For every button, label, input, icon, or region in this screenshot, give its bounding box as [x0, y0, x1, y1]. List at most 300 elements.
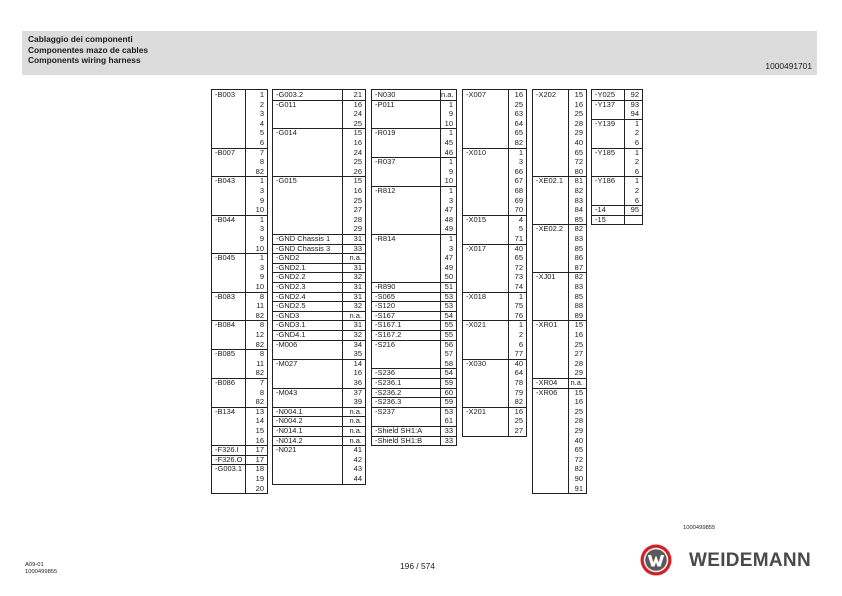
pin-number: 2: [634, 186, 639, 195]
table-row: [273, 474, 365, 484]
pin-number: 59: [444, 378, 453, 387]
pin-number: 83: [574, 195, 583, 205]
table-row: [273, 224, 365, 234]
pin-number: 41: [353, 445, 362, 455]
component-label: -F326.I: [215, 445, 239, 455]
component-label: -XE02.1: [536, 176, 564, 186]
component-label: -S236.3: [375, 397, 402, 407]
table-row: [533, 301, 586, 311]
pin-number: n.a.: [349, 310, 362, 320]
pin-number: 1: [634, 176, 639, 186]
pin-number: 1: [448, 186, 453, 195]
component-label: -G003.1: [215, 464, 243, 474]
pin-number: 82: [255, 166, 264, 176]
table-row: [372, 157, 456, 167]
component-label: -X017: [466, 243, 487, 253]
table-row: [372, 196, 456, 206]
pin-number: n.a.: [349, 406, 362, 416]
component-label: -B085: [215, 349, 236, 359]
pin-number: 4: [518, 214, 523, 224]
table-row: [372, 176, 456, 186]
pin-number: 60: [444, 387, 453, 397]
table-row: [273, 368, 365, 378]
pin-number: 82: [574, 224, 583, 234]
table-row: [372, 359, 456, 369]
table-row: [463, 186, 526, 196]
table-row: [273, 388, 365, 398]
pin-number: 25: [514, 99, 523, 109]
table-row: [463, 176, 526, 186]
pin-number: 3: [259, 186, 264, 195]
component-label: -S120: [375, 301, 396, 311]
table-row: [463, 349, 526, 359]
pin-number: 16: [353, 186, 362, 195]
table-row: [372, 397, 456, 407]
table-row: [533, 311, 586, 321]
component-label: -B007: [215, 147, 236, 157]
table-row: [533, 167, 586, 177]
table-row: [212, 205, 267, 215]
table-row: [212, 157, 267, 167]
table-row: [372, 90, 456, 100]
table-row: [372, 416, 456, 426]
table-row: [212, 416, 267, 426]
table-row: [533, 349, 586, 359]
table-row: [463, 301, 526, 311]
table-row: [533, 340, 586, 350]
table-row: [372, 119, 456, 129]
table-row: [273, 263, 365, 273]
pin-number: 33: [444, 426, 453, 435]
pin-number: 85: [574, 243, 583, 253]
pin-number: 6: [518, 339, 523, 349]
pin-number: 16: [255, 435, 264, 445]
pin-number: 1: [634, 118, 639, 128]
pin-number: 83: [574, 234, 583, 243]
pin-number: 10: [255, 243, 264, 253]
header-bar: [22, 31, 817, 75]
table-row: [372, 109, 456, 119]
table-row: [372, 436, 456, 446]
pin-number: 1: [518, 147, 523, 157]
table-row: [212, 349, 267, 359]
pin-number: 14: [353, 358, 362, 368]
table-row: [372, 244, 456, 254]
pin-number: 25: [574, 109, 583, 119]
pin-number: 3: [259, 224, 264, 234]
table-row: [533, 272, 586, 282]
pin-number: 31: [353, 234, 362, 243]
footer-code: A09-01: [25, 562, 44, 568]
component-label: -GND3.1: [276, 320, 306, 330]
pin-number: 75: [514, 301, 523, 311]
table-row: [463, 196, 526, 206]
pin-number: 31: [353, 320, 362, 330]
component-label: -XR06: [536, 387, 558, 397]
pin-number: 32: [353, 272, 362, 282]
pin-number: 3: [259, 109, 264, 119]
pin-number: 9: [259, 272, 264, 282]
pin-number: 33: [444, 435, 453, 445]
table-row: [592, 176, 642, 186]
pin-number: 3: [518, 157, 523, 167]
pin-number: 40: [514, 358, 523, 368]
pin-number: 86: [574, 253, 583, 263]
pin-number: 1: [448, 157, 453, 167]
table-row: [212, 244, 267, 254]
table-row: [212, 90, 267, 100]
pin-number: 39: [353, 397, 362, 407]
table-row: [212, 215, 267, 225]
pin-number: 76: [514, 310, 523, 320]
pin-number: 28: [353, 214, 362, 224]
pin-number: 16: [514, 406, 523, 416]
pin-number: 15: [353, 176, 362, 186]
table-column: [462, 89, 527, 437]
table-row: [533, 205, 586, 215]
table-row: [273, 301, 365, 311]
pin-number: 53: [444, 301, 453, 311]
component-label: -M043: [276, 387, 298, 397]
pin-number: 78: [514, 378, 523, 387]
table-row: [273, 244, 365, 254]
table-row: [533, 196, 586, 206]
pin-number: n.a.: [349, 435, 362, 445]
pin-number: 44: [353, 474, 362, 483]
component-label: -Shield SH1:A: [375, 426, 423, 435]
table-row: [372, 148, 456, 158]
component-label: -GND2: [276, 253, 300, 263]
pin-number: 11: [256, 301, 264, 311]
pin-number: 19: [255, 474, 264, 483]
component-label: -XR04: [536, 378, 558, 387]
pin-number: 25: [353, 118, 362, 128]
table-row: [372, 128, 456, 138]
table-row: [273, 378, 365, 388]
table-row: [463, 292, 526, 302]
brand-name: WEIDEMANN: [689, 550, 811, 571]
component-label: -X015: [466, 214, 487, 224]
pin-number: 88: [574, 301, 583, 311]
component-label: -R814: [375, 234, 396, 243]
component-label: -G003.2: [276, 90, 304, 99]
table-row: [372, 282, 456, 292]
component-label: -F326.O: [215, 454, 243, 464]
component-label: -XJ01: [536, 272, 556, 282]
table-row: [372, 388, 456, 398]
pin-number: 74: [514, 282, 523, 291]
table-row: [273, 416, 365, 426]
table-row: [372, 263, 456, 273]
table-row: [273, 397, 365, 407]
pin-number: 61: [444, 416, 453, 426]
pin-number: 1: [259, 90, 264, 99]
table-row: [533, 109, 586, 119]
component-label: -S236.1: [375, 378, 402, 387]
table-row: [273, 426, 365, 436]
table-row: [212, 100, 267, 110]
title-spanish: Componentes mazo de cables: [28, 44, 149, 55]
pin-number: 53: [444, 406, 453, 416]
table-row: [212, 176, 267, 186]
table-row: [273, 215, 365, 225]
component-label: -GND2.3: [276, 282, 306, 291]
table-row: [273, 128, 365, 138]
table-row: [273, 119, 365, 129]
component-label: -14: [595, 205, 606, 215]
component-label: -X030: [466, 358, 487, 368]
pin-number: 82: [574, 464, 583, 474]
table-row: [533, 378, 586, 388]
table-row: [463, 426, 526, 436]
pin-number: 81: [574, 176, 583, 186]
table-row: [463, 148, 526, 158]
table-row: [372, 215, 456, 225]
pin-number: 91: [574, 483, 583, 493]
component-label: -S236.2: [375, 387, 402, 397]
table-row: [592, 167, 642, 177]
pin-number: 8: [259, 320, 264, 330]
table-row: [592, 215, 642, 225]
component-label: -GND4.1: [276, 330, 306, 339]
table-column: [211, 89, 268, 494]
table-row: [212, 119, 267, 129]
pin-number: 31: [353, 282, 362, 291]
table-row: [372, 186, 456, 196]
table-row: [463, 128, 526, 138]
title-english: Components wiring harness: [28, 55, 141, 65]
page-number: 196 / 574: [400, 561, 435, 571]
pin-number: 1: [448, 99, 453, 109]
pin-number: 16: [353, 368, 362, 378]
table-row: [592, 186, 642, 196]
table-row: [212, 445, 267, 455]
pin-number: n.a.: [349, 253, 362, 263]
table-row: [273, 176, 365, 186]
pin-number: 64: [514, 368, 523, 378]
table-row: [273, 109, 365, 119]
component-label: -Y185: [595, 147, 616, 157]
pin-number: 85: [574, 291, 583, 301]
table-row: [372, 234, 456, 244]
table-row: [273, 272, 365, 282]
table-row: [372, 301, 456, 311]
pin-number: 32: [353, 330, 362, 339]
table-row: [212, 388, 267, 398]
table-row: [212, 234, 267, 244]
table-row: [273, 167, 365, 177]
table-row: [592, 128, 642, 138]
pin-number: 8: [259, 157, 264, 167]
pin-number: 94: [630, 109, 639, 119]
pin-number: 10: [444, 176, 453, 186]
table-row: [533, 416, 586, 426]
table-row: [533, 186, 586, 196]
component-label: -B003: [215, 90, 236, 99]
component-label: -X202: [536, 90, 557, 99]
table-row: [212, 484, 267, 494]
pin-number: 9: [259, 195, 264, 205]
pin-number: 92: [630, 90, 639, 99]
pin-number: 10: [255, 282, 264, 291]
table-row: [533, 484, 586, 494]
component-label: -S216: [375, 339, 396, 349]
table-row: [212, 263, 267, 273]
pin-number: 33: [353, 243, 362, 253]
component-label: -Y186: [595, 176, 616, 186]
table-row: [273, 205, 365, 215]
table-row: [463, 397, 526, 407]
table-row: [592, 138, 642, 148]
pin-number: 7: [259, 378, 264, 387]
table-row: [463, 90, 526, 100]
pin-number: 54: [444, 310, 453, 320]
component-label: -GND Chassis 1: [276, 234, 331, 243]
table-row: [463, 205, 526, 215]
pin-number: 11: [256, 358, 264, 368]
pin-number: 40: [574, 138, 583, 147]
pin-number: 50: [444, 272, 453, 282]
table-row: [372, 205, 456, 215]
table-row: [212, 311, 267, 321]
table-row: [372, 349, 456, 359]
pin-number: 16: [353, 138, 362, 147]
table-row: [592, 119, 642, 129]
pin-number: 3: [448, 195, 453, 205]
pin-number: 90: [574, 474, 583, 483]
table-row: [592, 90, 642, 100]
pin-number: 85: [574, 214, 583, 224]
pin-number: 5: [259, 128, 264, 138]
table-row: [463, 311, 526, 321]
table-row: [592, 100, 642, 110]
pin-number: 65: [574, 445, 583, 455]
pin-number: 25: [353, 195, 362, 205]
table-row: [533, 426, 586, 436]
table-row: [273, 455, 365, 465]
pin-number: 82: [514, 138, 523, 147]
pin-number: 1: [634, 147, 639, 157]
table-row: [463, 167, 526, 177]
pin-number: 16: [353, 99, 362, 109]
pin-number: 64: [514, 118, 523, 128]
component-label: -GND3: [276, 310, 300, 320]
table-row: [212, 397, 267, 407]
table-row: [212, 109, 267, 119]
table-row: [212, 378, 267, 388]
pin-number: 17: [255, 454, 264, 464]
component-label: -X010: [466, 147, 487, 157]
pin-number: 34: [353, 339, 362, 349]
pin-number: 47: [444, 205, 453, 215]
table-row: [533, 330, 586, 340]
table-row: [463, 368, 526, 378]
pin-number: 72: [514, 262, 523, 272]
pin-number: 1: [259, 176, 264, 186]
pin-number: 45: [444, 138, 453, 147]
table-row: [372, 311, 456, 321]
component-label: -B043: [215, 176, 236, 186]
table-row: [273, 292, 365, 302]
table-row: [372, 426, 456, 436]
pin-number: 29: [574, 426, 583, 435]
pin-number: 87: [574, 262, 583, 272]
table-row: [212, 272, 267, 282]
pin-number: 12: [255, 330, 264, 339]
pin-number: 18: [255, 464, 264, 474]
table-row: [372, 253, 456, 263]
table-row: [463, 388, 526, 398]
title-italian: Cablaggio dei componenti: [28, 34, 133, 44]
table-row: [533, 397, 586, 407]
table-row: [212, 186, 267, 196]
table-row: [533, 215, 586, 225]
table-row: [533, 100, 586, 110]
pin-number: 49: [444, 224, 453, 234]
component-label: -GND2.1: [276, 262, 306, 272]
pin-number: 82: [574, 272, 583, 282]
table-row: [533, 407, 586, 417]
table-row: [463, 272, 526, 282]
pin-number: 3: [448, 243, 453, 253]
table-row: [463, 109, 526, 119]
table-row: [212, 359, 267, 369]
table-row: [463, 359, 526, 369]
table-row: [533, 244, 586, 254]
table-row: [592, 157, 642, 167]
table-row: [463, 224, 526, 234]
pin-number: 25: [353, 157, 362, 167]
pin-number: 36: [353, 378, 362, 387]
pin-number: 6: [634, 138, 639, 147]
component-label: -GND Chassis 3: [276, 243, 331, 253]
pin-number: 82: [255, 339, 264, 349]
pin-number: 13: [255, 406, 264, 416]
pin-number: 69: [514, 195, 523, 205]
pin-number: 65: [574, 147, 583, 157]
table-row: [533, 388, 586, 398]
table-row: [212, 340, 267, 350]
table-row: [212, 464, 267, 474]
table-row: [463, 282, 526, 292]
pin-number: 53: [444, 291, 453, 301]
table-row: [212, 301, 267, 311]
pin-number: 72: [574, 454, 583, 464]
pin-number: 25: [514, 416, 523, 426]
pin-number: 25: [574, 406, 583, 416]
component-label: -N014.2: [276, 435, 303, 445]
component-label: -N004.2: [276, 416, 303, 426]
pin-number: 56: [444, 339, 453, 349]
component-label: -X007: [466, 90, 487, 99]
table-row: [372, 340, 456, 350]
pin-number: 72: [574, 157, 583, 167]
pin-number: 27: [514, 426, 523, 435]
component-label: -R019: [375, 128, 396, 138]
pin-number: 67: [514, 176, 523, 186]
table-row: [372, 167, 456, 177]
table-row: [463, 378, 526, 388]
component-label: -S167.1: [375, 320, 402, 330]
pin-number: 28: [574, 118, 583, 128]
table-row: [212, 282, 267, 292]
table-row: [212, 224, 267, 234]
pin-number: 71: [514, 234, 523, 243]
pin-number: 82: [255, 310, 264, 320]
pin-number: 3: [259, 262, 264, 272]
component-label: -S236: [375, 368, 396, 378]
table-row: [273, 320, 365, 330]
